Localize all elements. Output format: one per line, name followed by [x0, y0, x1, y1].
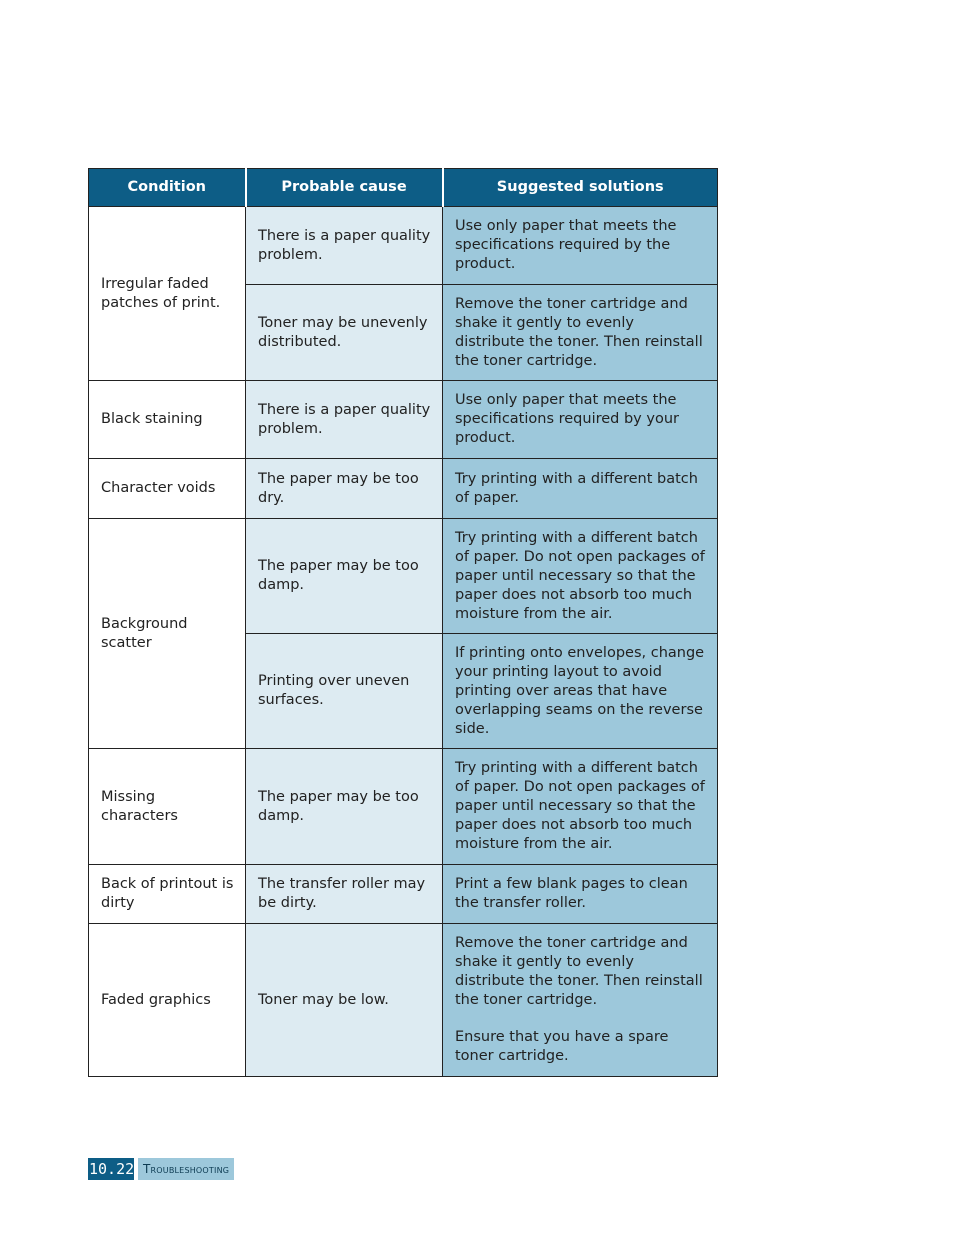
cause-cell: Toner may be low.	[246, 924, 443, 1077]
table-header-row	[89, 169, 718, 207]
solution-text: Remove the toner cartridge and shake it gently to evenly distribute the toner. Then reinstall the toner cartridge.	[455, 935, 703, 1008]
table-row	[89, 519, 718, 634]
table-row	[89, 381, 718, 459]
cause-cell: The transfer roller may be dirty.	[246, 865, 443, 924]
table-row	[89, 207, 718, 285]
section-title: Troubleshooting	[138, 1158, 234, 1180]
header-probable-cause: Probable cause	[246, 169, 443, 207]
solution-cell: If printing onto envelopes, change your printing layout to avoid printing over areas that have overlapping seams on the reverse side.	[443, 634, 718, 749]
cause-cell: Toner may be unevenly distributed.	[246, 285, 443, 381]
table-row	[89, 924, 718, 1077]
table-row	[89, 459, 718, 519]
page-number: 10.22	[89, 1160, 135, 1178]
troubleshooting-table	[88, 168, 718, 1077]
cause-cell: There is a paper quality problem.	[246, 207, 443, 285]
solution-cell: Try printing with a different batch of paper.	[443, 459, 718, 519]
page-footer	[88, 1158, 234, 1180]
solution-cell: Try printing with a different batch of paper. Do not open packages of paper until necessary so that the paper does not absorb too much moisture from the air.	[443, 519, 718, 634]
solution-cell: Try printing with a different batch of paper. Do not open packages of paper until necessary so that the paper does not absorb too much moisture from the air.	[443, 749, 718, 865]
solution-cell: Use only paper that meets the specifications required by your product.	[443, 381, 718, 459]
cause-cell: The paper may be too dry.	[246, 459, 443, 519]
header-suggested-solutions: Suggested solutions	[443, 169, 718, 207]
cause-cell: The paper may be too damp.	[246, 519, 443, 634]
solution-extra-text: Ensure that you have a spare toner cartridge.	[455, 1029, 669, 1064]
condition-cell: Black staining	[89, 381, 246, 459]
condition-cell: Irregular faded patches of print.	[89, 207, 246, 381]
solution-cell: Print a few blank pages to clean the transfer roller.	[443, 865, 718, 924]
condition-cell: Character voids	[89, 459, 246, 519]
cause-cell: The paper may be too damp.	[246, 749, 443, 865]
header-condition: Condition	[89, 169, 246, 207]
cause-cell: Printing over uneven surfaces.	[246, 634, 443, 749]
table-row	[89, 749, 718, 865]
cause-cell: There is a paper quality problem.	[246, 381, 443, 459]
condition-cell: Back of printout is dirty	[89, 865, 246, 924]
solution-cell: Remove the toner cartridge and shake it gently to evenly distribute the toner. Then reinstall the toner cartridge.	[443, 285, 718, 381]
solution-cell	[443, 924, 718, 1077]
table-row	[89, 865, 718, 924]
condition-cell: Missing characters	[89, 749, 246, 865]
solution-cell: Use only paper that meets the specifications required by the product.	[443, 207, 718, 285]
condition-cell: Background scatter	[89, 519, 246, 749]
condition-cell: Faded graphics	[89, 924, 246, 1077]
